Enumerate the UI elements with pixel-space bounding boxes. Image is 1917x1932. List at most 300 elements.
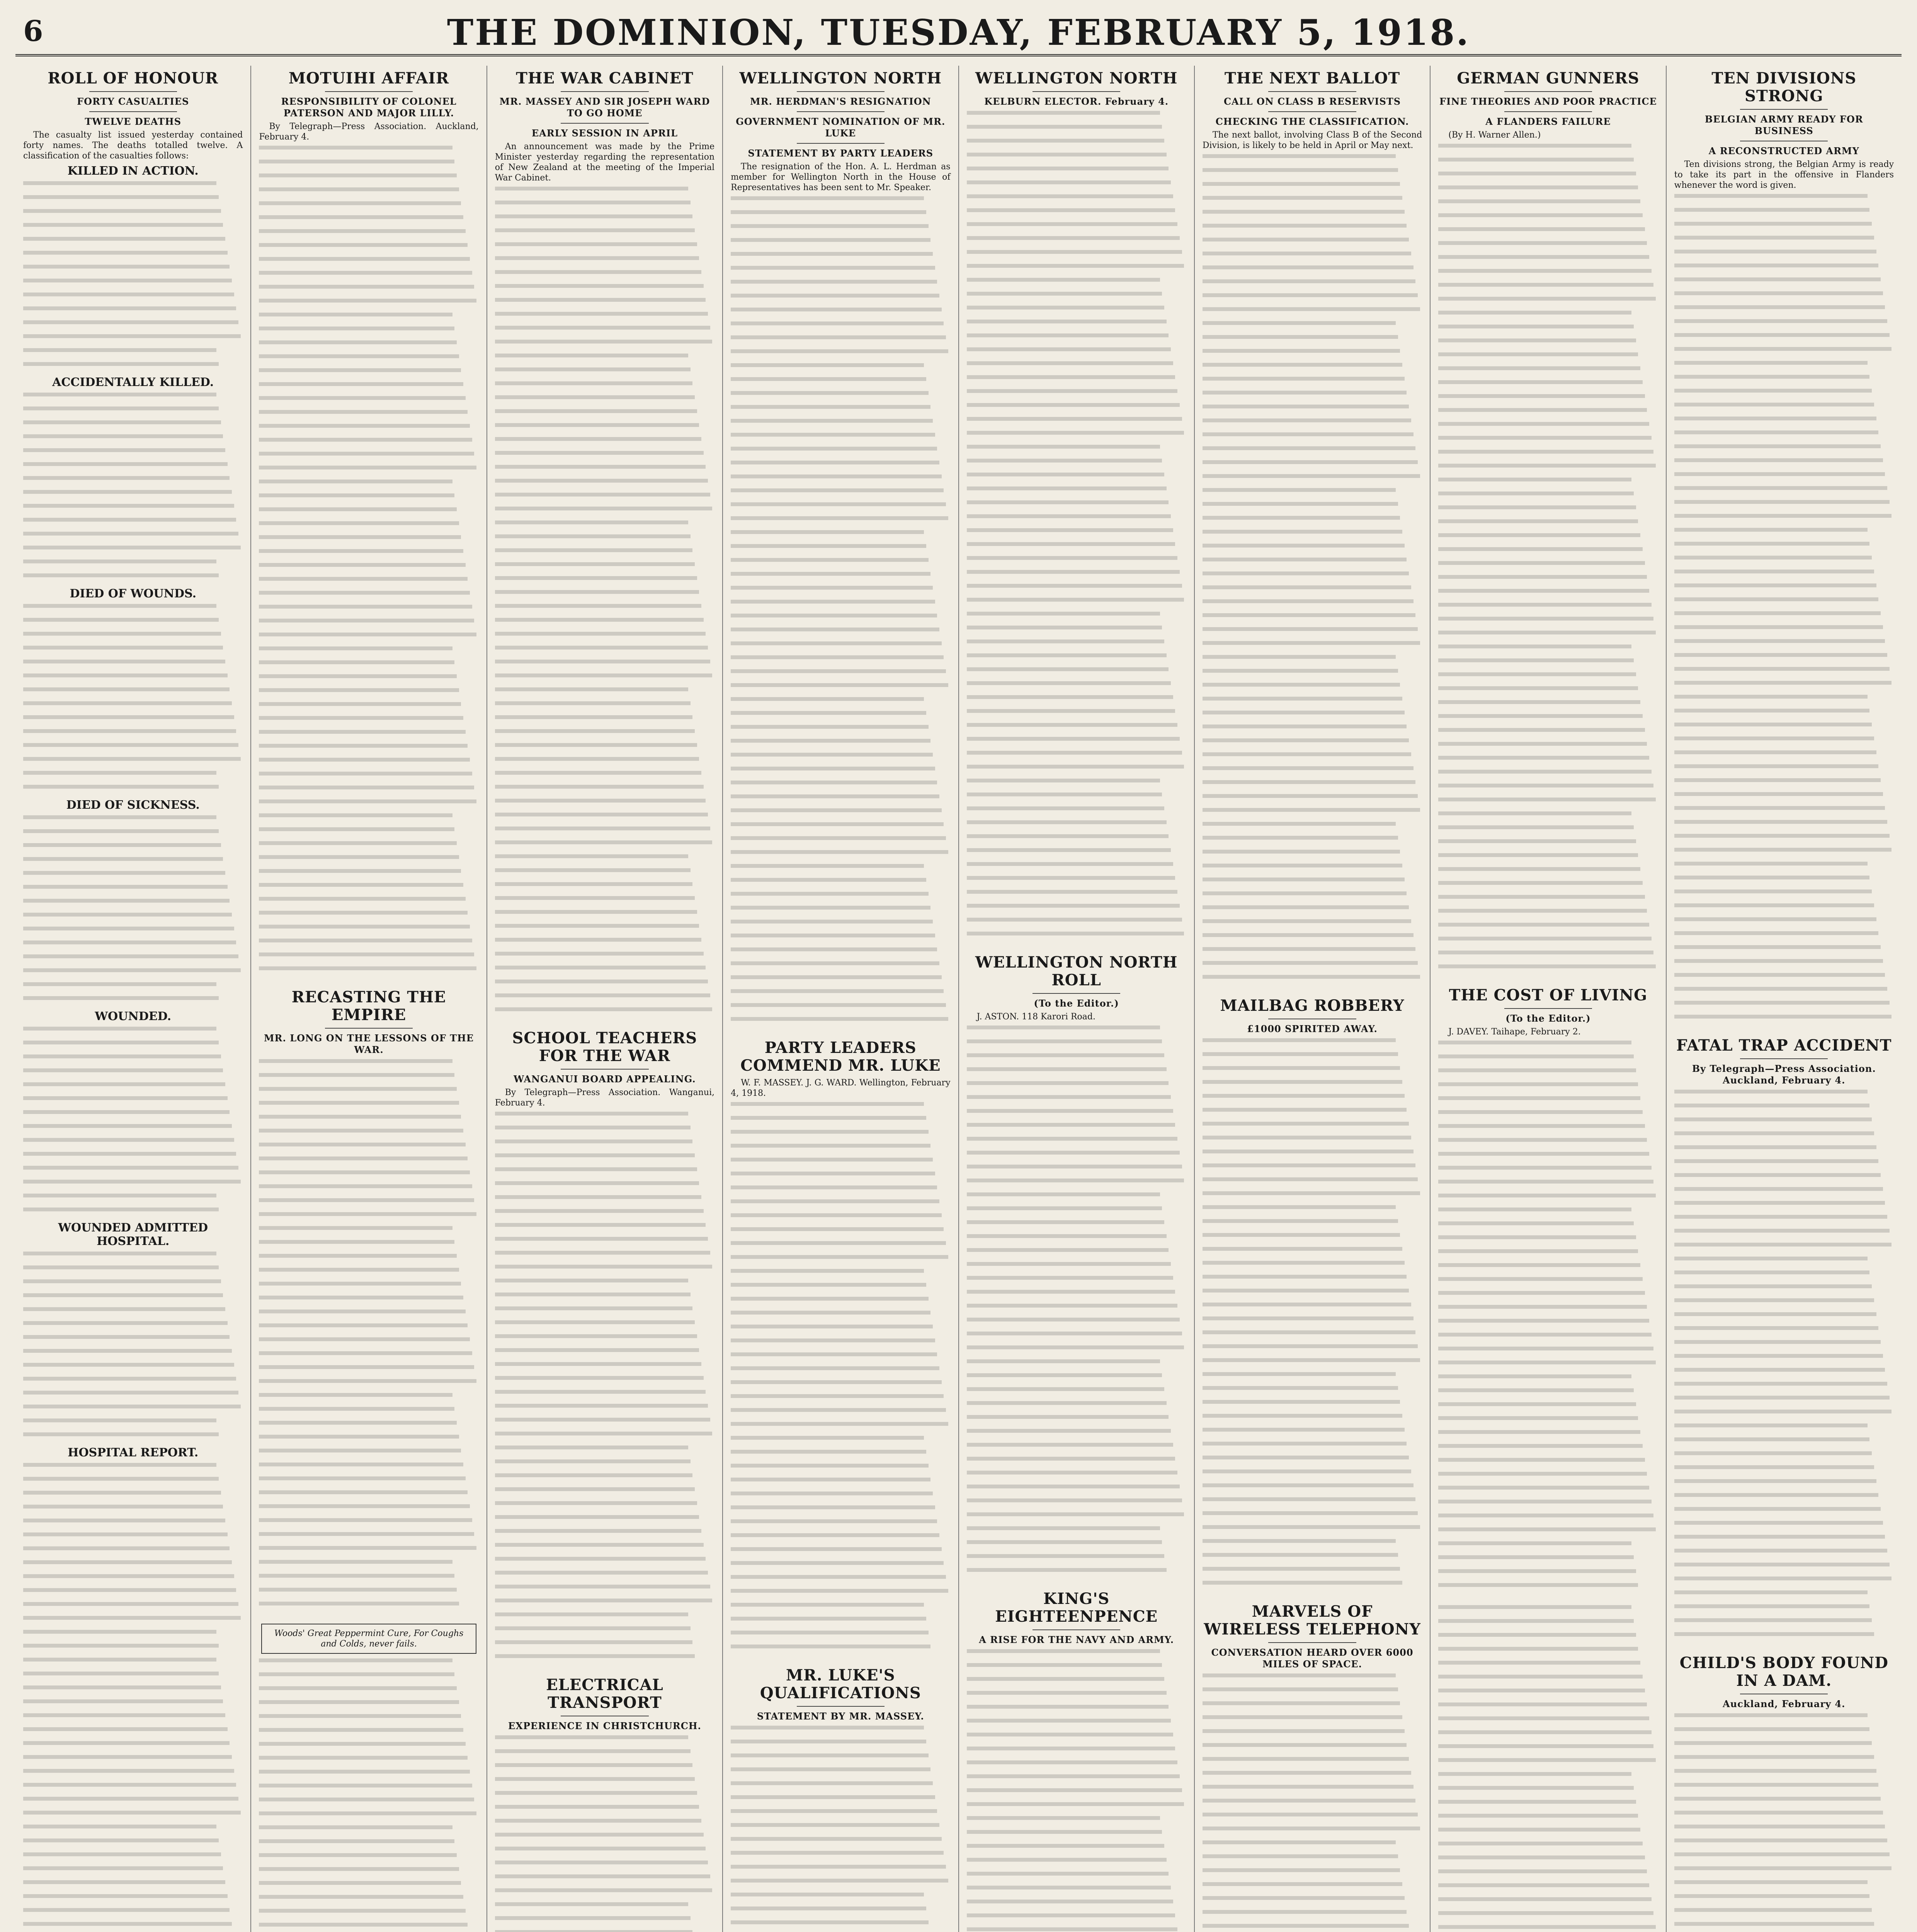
- text-line: [1203, 1233, 1422, 1243]
- text-line: [259, 1310, 478, 1320]
- text-line: [731, 349, 950, 360]
- text-line: [1203, 1511, 1422, 1522]
- text-line: [1674, 1201, 1894, 1211]
- text-line: [259, 1351, 478, 1362]
- text-line: [259, 1602, 478, 1612]
- divider: [1504, 1008, 1592, 1009]
- text-line: [731, 1809, 950, 1820]
- text-line: [495, 1209, 714, 1219]
- text-line: [1203, 1581, 1422, 1591]
- text-line: [259, 1714, 478, 1725]
- text-line: [1203, 1219, 1422, 1230]
- text-line: [23, 913, 243, 923]
- text-line: [1203, 1896, 1422, 1906]
- text-line: [1203, 363, 1422, 373]
- text-line: [259, 327, 478, 337]
- text-line: [1674, 1493, 1894, 1503]
- text-line: [495, 1167, 714, 1178]
- text-line: [731, 794, 950, 805]
- text-line: [23, 1713, 243, 1724]
- text-line: [1438, 227, 1658, 238]
- text-line: [1203, 1038, 1422, 1049]
- text-line: [23, 1602, 243, 1612]
- text-line: [1674, 291, 1894, 302]
- divider: [1032, 993, 1120, 994]
- text-line: [731, 530, 950, 541]
- text-line: [1438, 172, 1658, 182]
- text-line: [967, 834, 1186, 845]
- text-line: [23, 1672, 243, 1682]
- text-line: [495, 1432, 714, 1442]
- text-line: [731, 1464, 950, 1474]
- text-line: [1674, 611, 1894, 622]
- text-line: [1203, 307, 1422, 318]
- article-headline: KING'S EIGHTEENPENCE: [995, 1590, 1158, 1626]
- text-line: [259, 1170, 478, 1181]
- article-headline: WELLINGTON NORTH: [975, 69, 1178, 87]
- article-subhead: A RECONSTRUCTED ARMY: [1708, 145, 1859, 156]
- text-line: [1438, 269, 1658, 279]
- text-line: [967, 876, 1186, 886]
- text-line: [1203, 1771, 1422, 1781]
- text-line: [1203, 1469, 1422, 1480]
- text-line: [23, 1138, 243, 1148]
- article-headline: MR. LUKE'S QUALIFICATIONS: [760, 1666, 921, 1702]
- text-line: [23, 434, 243, 445]
- article: [1203, 70, 1422, 985]
- text-line: [1674, 500, 1894, 510]
- text-line: [1674, 709, 1894, 719]
- text-line: [1438, 1647, 1658, 1657]
- text-line: [967, 1568, 1186, 1578]
- text-line: [23, 237, 243, 247]
- text-line: [967, 1457, 1186, 1467]
- article-subhead: A FLANDERS FAILURE: [1485, 116, 1611, 127]
- text-line: [1438, 408, 1658, 418]
- text-line: [1674, 1507, 1894, 1517]
- text-line: [967, 1429, 1186, 1439]
- text-line: [967, 667, 1186, 678]
- text-line: [1438, 1138, 1658, 1148]
- text-line: [1674, 862, 1894, 872]
- text-line: [1674, 834, 1894, 844]
- article-paragraph: W. F. MASSEY. J. G. WARD. Wellington, February 4, 1918.: [731, 1078, 951, 1098]
- text-line: [23, 462, 243, 473]
- text-line: [731, 1380, 950, 1391]
- text-line: [731, 294, 950, 304]
- text-line: [731, 1366, 950, 1377]
- text-line: [1674, 1410, 1894, 1420]
- text-line: [259, 911, 478, 921]
- text-line: [1674, 375, 1894, 385]
- text-line: [1203, 1868, 1422, 1879]
- divider: [1268, 111, 1356, 112]
- text-line: [259, 396, 478, 406]
- text-line: [1674, 1340, 1894, 1350]
- text-line: [731, 252, 950, 262]
- text-line: [967, 765, 1186, 775]
- text-line: [1438, 1374, 1658, 1385]
- section-heading: DIED OF SICKNESS.: [66, 798, 200, 812]
- text-line: [1438, 1402, 1658, 1413]
- text-line: [1438, 964, 1658, 975]
- text-line: [1203, 1191, 1422, 1202]
- text-line: [259, 674, 478, 685]
- text-line: [23, 687, 243, 698]
- text-line: [259, 1463, 478, 1473]
- text-line: [495, 771, 714, 781]
- article-headline: WELLINGTON NORTH ROLL: [975, 953, 1178, 989]
- text-line: [1438, 1605, 1658, 1616]
- text-line: [23, 209, 243, 219]
- text-line: [967, 584, 1186, 594]
- text-line: [1203, 1344, 1422, 1355]
- text-line: [731, 1837, 950, 1847]
- text-line: [1438, 1430, 1658, 1440]
- text-line: [1674, 973, 1894, 983]
- text-line: [495, 1348, 714, 1359]
- text-line: [1674, 1354, 1894, 1364]
- text-line: [23, 518, 243, 528]
- text-line: [967, 1262, 1186, 1272]
- text-line: [1203, 599, 1422, 610]
- text-line: [259, 883, 478, 893]
- divider: [1032, 1629, 1120, 1630]
- text-line: [495, 1195, 714, 1206]
- text-line: [495, 1320, 714, 1331]
- text-line: [1438, 1786, 1658, 1796]
- text-line: [1674, 1741, 1894, 1752]
- text-line: [1438, 631, 1658, 641]
- article-subhead: EARLY SESSION IN APRIL: [531, 128, 678, 139]
- text-line: [495, 1626, 714, 1637]
- text-line: [259, 563, 478, 573]
- text-line: [23, 1027, 243, 1037]
- text-line: [967, 1123, 1186, 1133]
- text-line: [1674, 625, 1894, 636]
- text-line: [1438, 338, 1658, 349]
- text-line: [1674, 1312, 1894, 1323]
- text-line: [23, 968, 243, 979]
- article-subhead: MR. MASSEY AND SIR JOSEPH WARD TO GO HOME: [499, 96, 710, 119]
- text-line: [1203, 516, 1422, 526]
- text-line: [1203, 836, 1422, 846]
- text-line: [1203, 321, 1422, 332]
- text-line: [1438, 1333, 1658, 1343]
- text-line: [1438, 1500, 1658, 1510]
- text-line: [495, 1791, 714, 1801]
- text-line: [1203, 1743, 1422, 1753]
- text-line: [1674, 417, 1894, 427]
- column-8: [1667, 66, 1902, 1932]
- text-line: [1674, 959, 1894, 969]
- text-line: [731, 1422, 950, 1432]
- text-line: [1203, 544, 1422, 554]
- text-line: [1674, 987, 1894, 997]
- article-headline: WELLINGTON NORTH: [739, 69, 942, 87]
- text-line: [23, 632, 243, 642]
- text-line: [495, 785, 714, 795]
- section-heading: WOUNDED.: [95, 1010, 172, 1023]
- text-line: [259, 1811, 478, 1822]
- article: [259, 70, 478, 977]
- text-line: [23, 504, 243, 514]
- text-line: [1674, 361, 1894, 371]
- text-line: [495, 618, 714, 628]
- text-line: [967, 1886, 1186, 1896]
- text-line: [259, 493, 478, 504]
- text-line: [23, 1068, 243, 1079]
- text-line: [1438, 937, 1658, 947]
- text-line: [967, 695, 1186, 706]
- article-paragraph: J. DAVEY. Taihape, February 2.: [1448, 1027, 1581, 1037]
- text-line: [1438, 784, 1658, 794]
- text-line: [495, 1473, 714, 1484]
- text-line: [731, 934, 950, 944]
- text-line: [1203, 697, 1422, 707]
- text-line: [1438, 909, 1658, 919]
- text-line: [1438, 617, 1658, 627]
- text-line: [1438, 1619, 1658, 1629]
- text-line: [495, 381, 714, 392]
- text-line: [1203, 1080, 1422, 1090]
- text-line: [1203, 1108, 1422, 1118]
- text-line: [259, 1770, 478, 1780]
- text-line: [1203, 1414, 1422, 1424]
- text-line: [1438, 325, 1658, 335]
- text-line: [23, 195, 243, 206]
- text-line: [1438, 1855, 1658, 1866]
- text-line: [731, 1767, 950, 1778]
- text-line: [259, 1059, 478, 1070]
- article: [731, 70, 950, 1027]
- text-line: [259, 1784, 478, 1794]
- text-line: [1674, 1535, 1894, 1545]
- text-line: [495, 367, 714, 378]
- text-line: [967, 1109, 1186, 1119]
- text-line: [1674, 1243, 1894, 1253]
- text-line: [1438, 1054, 1658, 1065]
- text-line: [967, 1802, 1186, 1813]
- text-line: [495, 1529, 714, 1539]
- text-line: [1674, 236, 1894, 246]
- text-line: [1438, 1347, 1658, 1357]
- text-line: [23, 1852, 243, 1863]
- text-line: [967, 1290, 1186, 1300]
- text-line: [731, 711, 950, 721]
- text-line: [967, 542, 1186, 553]
- text-line: [731, 600, 950, 610]
- text-line: [1674, 528, 1894, 538]
- text-line: [1438, 255, 1658, 265]
- text-line: [259, 730, 478, 740]
- text-line: [1438, 923, 1658, 933]
- text-line: [495, 1735, 714, 1746]
- text-line: [1438, 1152, 1658, 1162]
- text-line: [259, 799, 478, 810]
- text-line: [1438, 1472, 1658, 1482]
- text-line: [731, 892, 950, 902]
- text-line: [967, 779, 1186, 789]
- text-line: [731, 419, 950, 429]
- text-line: [967, 1248, 1186, 1259]
- text-line: [967, 1512, 1186, 1523]
- article-headline: GERMAN GUNNERS: [1457, 69, 1640, 87]
- text-line: [23, 715, 243, 726]
- text-line: [967, 1498, 1186, 1509]
- text-line: [967, 500, 1186, 511]
- text-line: [1674, 848, 1894, 858]
- text-line: [967, 403, 1186, 413]
- text-line: [23, 560, 243, 570]
- text-line: [23, 885, 243, 895]
- text-line: [495, 743, 714, 753]
- text-line: [495, 1585, 714, 1595]
- text-line: [259, 813, 478, 824]
- text-line: [731, 266, 950, 276]
- text-line: [259, 215, 478, 226]
- text-line: [1438, 1305, 1658, 1315]
- article-paragraph: The resignation of the Hon. A. L. Herdman as member for Wellington North in the House of Representatives has been sent to Mr. Speaker.: [731, 162, 951, 192]
- text-line: [967, 1276, 1186, 1286]
- text-line: [259, 1658, 478, 1669]
- text-line: [731, 1478, 950, 1488]
- article-subhead: BELGIAN ARMY READY FOR BUSINESS: [1704, 114, 1863, 136]
- text-line: [1203, 1177, 1422, 1188]
- text-line: [1438, 1925, 1658, 1932]
- text-line: [1438, 1772, 1658, 1782]
- text-line: [1674, 264, 1894, 274]
- text-line: [1438, 1486, 1658, 1496]
- text-line: [1674, 889, 1894, 900]
- text-line: [1203, 1372, 1422, 1383]
- text-line: [1674, 1215, 1894, 1225]
- text-line: [23, 771, 243, 781]
- text-line: [259, 1588, 478, 1598]
- text-line: [1674, 1173, 1894, 1184]
- text-line: [1438, 1897, 1658, 1908]
- text-line: [1674, 1326, 1894, 1337]
- text-line: [495, 507, 714, 517]
- text-line: [1438, 1249, 1658, 1260]
- text-line: [731, 1920, 950, 1931]
- article: [495, 70, 714, 1018]
- text-line: [259, 549, 478, 560]
- text-line: [967, 1540, 1186, 1551]
- text-line: [731, 975, 950, 986]
- article-subhead: KELBURN ELECTOR. February 4.: [984, 96, 1169, 107]
- article-headline: MAILBAG ROBBERY: [1220, 997, 1405, 1015]
- text-line: [1438, 1263, 1658, 1274]
- text-line: [1438, 1814, 1658, 1824]
- text-line: [967, 1927, 1186, 1932]
- text-line: [731, 586, 950, 596]
- text-line: [967, 1485, 1186, 1495]
- text-line: [1203, 961, 1422, 971]
- text-line: [1674, 1549, 1894, 1559]
- text-line: [967, 208, 1186, 219]
- text-line: [259, 1490, 478, 1501]
- text-line: [1438, 1166, 1658, 1176]
- text-line: [731, 1865, 950, 1875]
- text-line: [1674, 1563, 1894, 1573]
- text-line: [731, 1533, 950, 1544]
- text-line: [731, 210, 950, 221]
- text-line: [967, 292, 1186, 302]
- text-line: [259, 633, 478, 643]
- text-line: [1438, 1458, 1658, 1468]
- text-line: [1438, 1869, 1658, 1880]
- text-line: [967, 389, 1186, 400]
- text-line: [967, 417, 1186, 427]
- text-line: [1203, 1275, 1422, 1285]
- text-line: [967, 681, 1186, 692]
- text-line: [23, 1377, 243, 1387]
- text-line: [1674, 250, 1894, 260]
- text-line: [731, 1017, 950, 1027]
- text-line: [1203, 738, 1422, 749]
- text-line: [1438, 1082, 1658, 1093]
- article-subhead: MR. HERDMAN'S RESIGNATION: [750, 96, 931, 107]
- text-line: [1674, 736, 1894, 747]
- text-line: [967, 1691, 1186, 1701]
- text-line: [967, 639, 1186, 650]
- text-line: [731, 558, 950, 568]
- text-line: [731, 1631, 950, 1641]
- text-line: [1438, 519, 1658, 530]
- text-line: [1203, 377, 1422, 387]
- text-line: [1674, 639, 1894, 650]
- text-line: [731, 878, 950, 888]
- text-line: [1674, 931, 1894, 942]
- text-line: [967, 918, 1186, 928]
- text-line: [23, 1180, 243, 1190]
- divider: [797, 91, 885, 92]
- article-subhead: FINE THEORIES AND POOR PRACTICE: [1439, 96, 1657, 107]
- text-line: [495, 1571, 714, 1581]
- text-line: [259, 1407, 478, 1417]
- text-line: [259, 1296, 478, 1306]
- article: [1674, 70, 1894, 1025]
- text-line: [1203, 1854, 1422, 1865]
- text-line: [495, 966, 714, 976]
- text-line: [23, 1265, 243, 1276]
- text-line: [1203, 1442, 1422, 1452]
- text-line: [495, 1612, 714, 1623]
- text-line: [23, 1321, 243, 1332]
- text-line: [23, 1418, 243, 1429]
- text-line: [1674, 1838, 1894, 1849]
- text-line: [1674, 1104, 1894, 1114]
- text-line: [23, 757, 243, 767]
- text-line: [495, 1459, 714, 1470]
- text-line: [967, 1192, 1186, 1203]
- text-line: [1203, 558, 1422, 568]
- article-subhead: £1000 SPIRITED AWAY.: [1247, 1023, 1378, 1034]
- text-line: [259, 257, 478, 267]
- text-line: [23, 701, 243, 712]
- text-line: [259, 466, 478, 476]
- text-line: [1438, 839, 1658, 850]
- text-line: [1203, 1785, 1422, 1795]
- text-line: [1203, 1150, 1422, 1160]
- text-line: [23, 1894, 243, 1905]
- text-line: [967, 848, 1186, 859]
- text-line: [495, 1007, 714, 1018]
- text-line: [731, 1172, 950, 1182]
- text-line: [967, 1359, 1186, 1370]
- text-line: [23, 334, 243, 345]
